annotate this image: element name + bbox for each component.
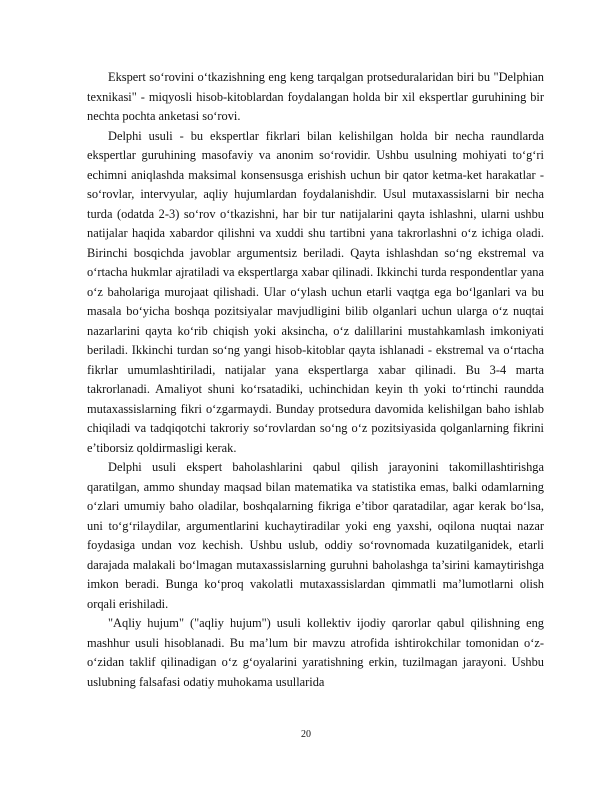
paragraph-expert-survey: Ekspert so‘rovini o‘tkazishning eng keng tarqalgan protseduralaridan biri bu "Delphian texnikasi" - miqyosli hisob-kitoblardan foydalangan holda bir xil ekspertlar guruhining bir nechta pochta anketasi so‘rovi. xyxy=(87,70,544,123)
paragraph-delphi-improvement: Delphi usuli ekspert baholashlarini qabul qilish jarayonini takomillashtirishga qaratilgan, ammo shunday maqsad bilan matematika va statistika emas, balki odamlarning o‘zlari umumiy baho oladilar, boshqalarning fikriga e’tibor qaratadilar, agar kerak bo‘lsa, uni to‘g‘rilaydilar, argumentlarini kuchaytiradilar yoki eng yaxshi, oqilona nuqtai nazar foydasiga undan voz kechish. Ushbu uslub, oddiy so‘rovnomada kuzatilganidek, etarli darajada malakali bo‘lmagan mutaxassislarning guruhni baholashga ta’sirini kamaytirishga imkon beradi. Bunga ko‘proq vakolatli mutaxassislardan qimmatli ma’lumotlarni olish orqali erishiladi. xyxy=(87,460,544,611)
page-number: 20 xyxy=(301,729,311,740)
paragraph-brainstorming: "Aqliy hujum" ("aqliy hujum") usuli kollektiv ijodiy qarorlar qabul qilishning eng mashhur usuli hisoblanadi. Bu ma’lum bir mavzu atrofida ishtirokchilar tomonidan o‘z-o‘zidan taklif qilinadigan o‘z g‘oyalarini yaratishning erkin, tuzilmagan jarayoni. Ushbu uslubning falsafasi odatiy muhokama usullarida xyxy=(87,616,544,689)
paragraph-delphi-method: Delphi usuli - bu ekspertlar fikrlari bilan kelishilgan holda bir necha raundlarda ekspertlar guruhining masofaviy va anonim so‘rovidir. Ushbu usulning mohiyati to‘g‘ri echimni aniqlashda maksimal konsensusga erishish uchun bir qator ketma-ket harakatlar - so‘rovlar, intervyular, aqliy hujumlardan foydalanishdir. Usul mutaxassislarni bir necha turda (odatda 2-3) so‘rov o‘tkazishni, har bir tur natijalarini qayta ishlashni, ularni ushbu natijalar haqida xabardor qilishni va xuddi shu tartibni yana takrorlashni o‘z ichiga oladi. Birinchi bosqichda javoblar argumentsiz beriladi. Qayta ishlashdan so‘ng ekstremal va o‘rtacha hukmlar ajratiladi va ekspertlarga xabar qilinadi. Ikkinchi turda respondentlar yana o‘z baholariga murojaat qilishadi. Ular o‘ylash uchun etarli vaqtga ega bo‘lganlari va bu masala bo‘yicha boshqa pozitsiyalar mavjudligini bilib olganlari uchun ularga o‘z nuqtai nazarlarini qayta ko‘rib chiqish yoki aksincha, o‘z dalillarini mustahkamlash imkoniyati beriladi. Ikkinchi turdan so‘ng yangi hisob-kitoblar qayta ishlanadi - ekstremal va o‘rtacha fikrlar umumlashtiriladi, natijalar yana ekspertlarga xabar qilinadi. Bu 3-4 marta takrorlanadi. Amaliyot shuni ko‘rsatadiki, uchinchidan keyin th yoki to‘rtinchi raundda mutaxassislarning fikri o‘zgarmaydi. Bunday protsedura davomida kelishilgan baho ishlab chiqiladi va tadqiqotchi takroriy so‘rovlardan so‘ng o‘z pozitsiyasida qolganlarning fikrini e’tiborsiz qoldirmasligi kerak. xyxy=(87,128,544,455)
document-body xyxy=(87,68,544,692)
